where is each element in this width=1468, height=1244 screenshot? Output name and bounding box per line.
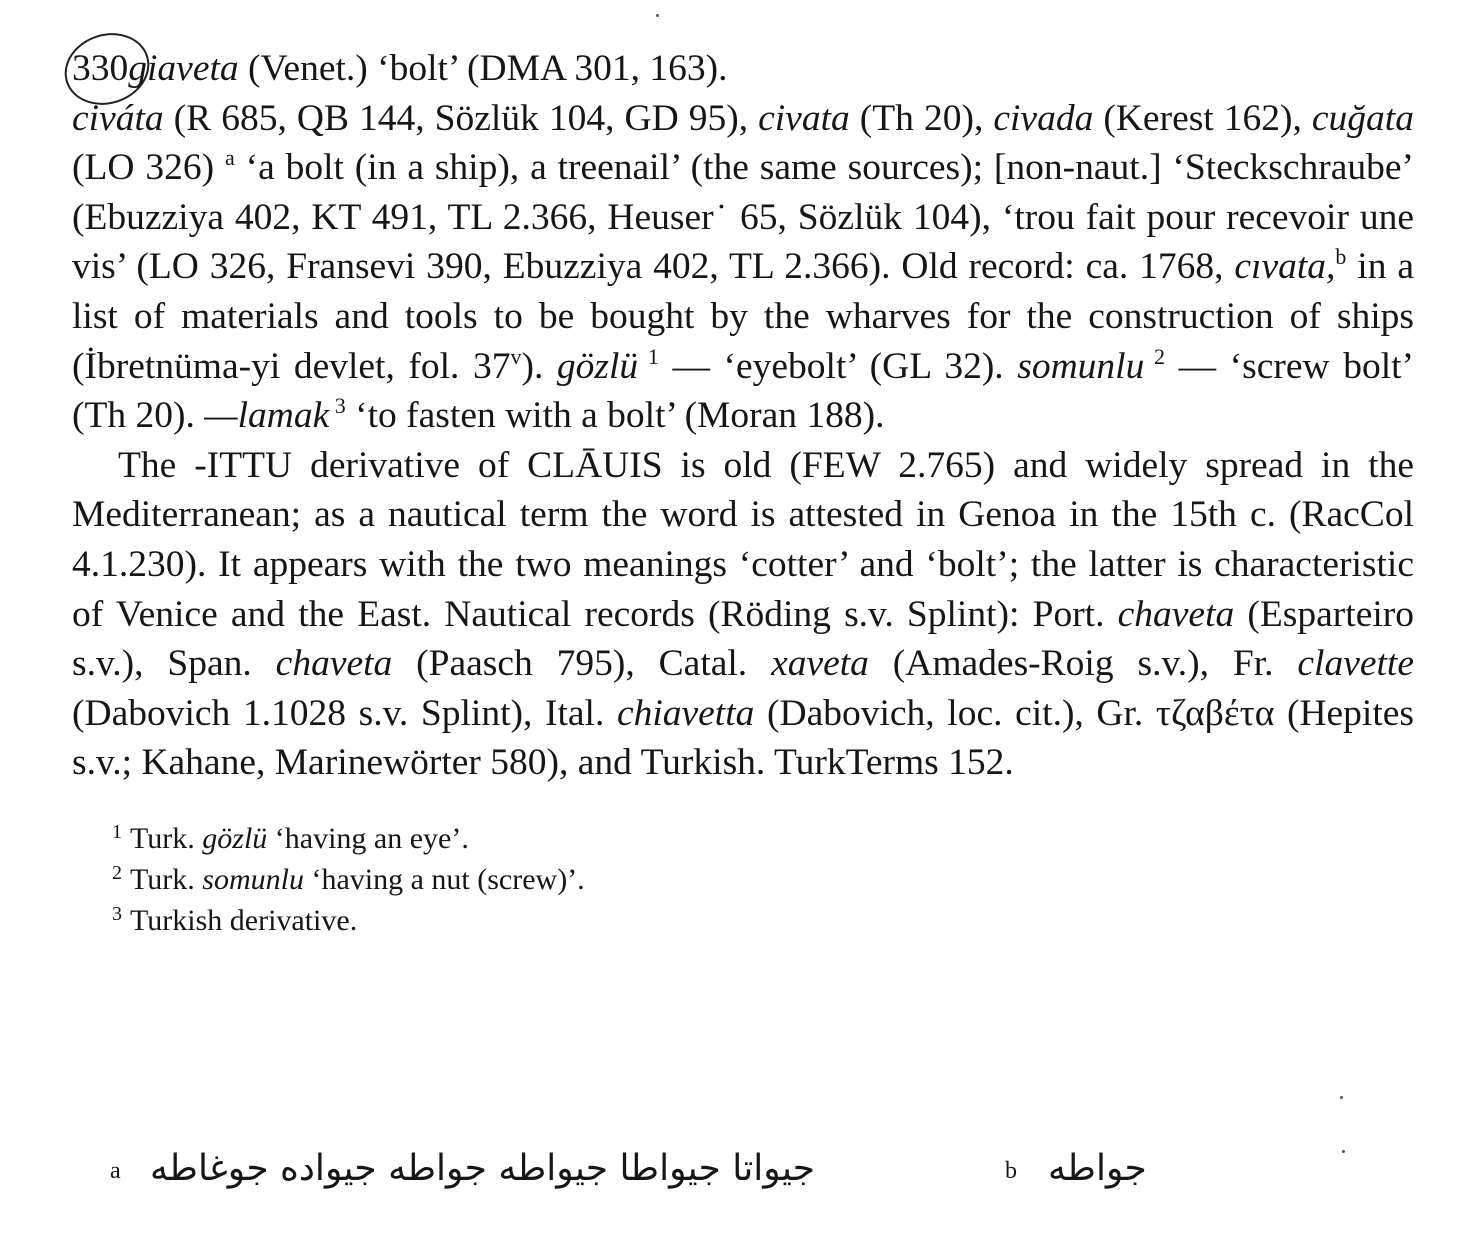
headword-giaveta: giaveta [128, 48, 239, 89]
superscript-v: v [510, 343, 522, 369]
term-clavette: clavette [1297, 643, 1414, 685]
footnote-ref-2: 2 [1144, 343, 1166, 369]
term-xaveta: xaveta [771, 643, 869, 685]
text-segment: The -ITTU derivative of CLĀUIS is old (FEW 2.765) and widely spread in the Mediterranean; as a nautical term the word is attested in Genoa in the 15th c. (RacCol 4.1.230). It appears with the two meanings ‘cotter’ and ‘bolt’; the latter is characteristic of Venice and the East. Nautical records (Röding s.v. Splint): Port. [72, 444, 1414, 635]
footnote-text: Turkish derivative. [130, 903, 358, 937]
footnote-ref-3: 3 [329, 393, 346, 419]
text-segment: (Paasch 795), Catal. [392, 643, 772, 685]
text-segment: (Amades-Roig s.v.), Fr. [868, 643, 1298, 685]
footnote-text: Turk. [130, 821, 203, 855]
footnote-italic: gözlü [202, 821, 268, 855]
text-segment: (Dabovich 1.1028 s.v. Splint), Ital. [72, 692, 617, 734]
footnote-ref-b: b [1335, 244, 1347, 270]
arabic-notes [110, 1146, 1190, 1206]
arabic-note-a-mark: a [110, 1158, 121, 1184]
etymology-paragraph [72, 441, 1414, 788]
term-civada: civada [993, 97, 1094, 139]
term-greek: τζαβέτα [1155, 692, 1275, 734]
arabic-note-b-text: جواطه [1048, 1148, 1147, 1189]
term-civata: civata [758, 97, 850, 139]
scan-speck [1340, 1096, 1343, 1099]
term-lamak: —lamak [204, 395, 330, 437]
footnote-italic: somunlu [202, 862, 304, 896]
footnote-mark: 2 [112, 861, 122, 884]
footnote-text: ‘having a nut (screw)’. [303, 862, 585, 896]
text-segment: (Esparteiro s.v.), Span. [72, 593, 1415, 685]
text-segment: ‘a bolt (in a ship), a treenail’ (the same sources); [non-naut.] ‘Steckschraube’ (Ebuzziya 402, KT 491, TL 2.366, Heuser˙ 65, Sözlük 104), ‘trou fait pour recevoir une vis’ (LO 326, Fransevi 390, Ebuzziya 402, TL 2.366). Old record: ca. 1768, [72, 147, 1414, 288]
entry-paragraph [72, 44, 1414, 441]
text-segment: in a list of materials and tools to be bought by the wharves for the construction of ships (İbretnüma-yi devlet, fol. 37 [72, 246, 1414, 387]
text-segment: ). [521, 345, 557, 387]
footnote-3 [112, 900, 1414, 941]
text-segment: (Th 20), [849, 97, 994, 139]
term-gozlu: gözlü [556, 345, 639, 387]
text-segment: (Hepites s.v.; Kahane, Marinewörter 580), and Turkish. TurkTerms 152. [72, 692, 1414, 784]
term-chaveta-span: chaveta [275, 643, 393, 685]
footnote-mark: 1 [112, 820, 122, 843]
entry-number [72, 44, 128, 94]
term-chiavetta: chiavetta [616, 692, 755, 734]
footnotes [112, 818, 1414, 941]
scan-speck [1342, 1150, 1345, 1153]
text-segment: — ‘screw bolt’ (Th 20). [72, 345, 1415, 437]
text-segment: (Dabovich, loc. cit.), Gr. [754, 692, 1156, 734]
footnote-ref-a: a [224, 145, 235, 171]
text-segment: (LO 326) [72, 147, 225, 189]
arabic-note-a-text: جيواتا جيواطا جيواطه جواطه جيواده جوغاطه [150, 1148, 815, 1189]
entry-number-text: 330 [72, 48, 129, 89]
term-chaveta-port: chaveta [1117, 593, 1235, 635]
text-segment: (Venet.) ‘bolt’ (DMA 301, 163). [238, 48, 728, 89]
term-cugata: cuğata [1311, 97, 1414, 139]
footnote-ref-1: 1 [638, 343, 659, 369]
page-body [72, 44, 1414, 941]
text-segment: — ‘eyebolt’ (GL 32). [658, 345, 1018, 387]
text-segment: (Kerest 162), [1093, 97, 1312, 139]
arabic-note-b-mark: b [1005, 1158, 1017, 1184]
text-segment: (R 685, QB 144, Sözlük 104, GD 95), [163, 97, 759, 139]
term-somunlu: somunlu [1017, 345, 1145, 387]
text-segment: ‘to fasten with a bolt’ (Moran 188). [345, 395, 885, 437]
footnote-mark: 3 [112, 902, 122, 925]
term-civata-dotless: cıvata, [1234, 246, 1336, 288]
footnote-1 [112, 818, 1414, 859]
footnote-text: Turk. [130, 862, 203, 896]
term-civata-accented: civáta [72, 97, 164, 139]
scan-speck [656, 14, 659, 17]
footnote-text: ‘having an eye’. [267, 821, 469, 855]
footnote-2 [112, 859, 1414, 900]
